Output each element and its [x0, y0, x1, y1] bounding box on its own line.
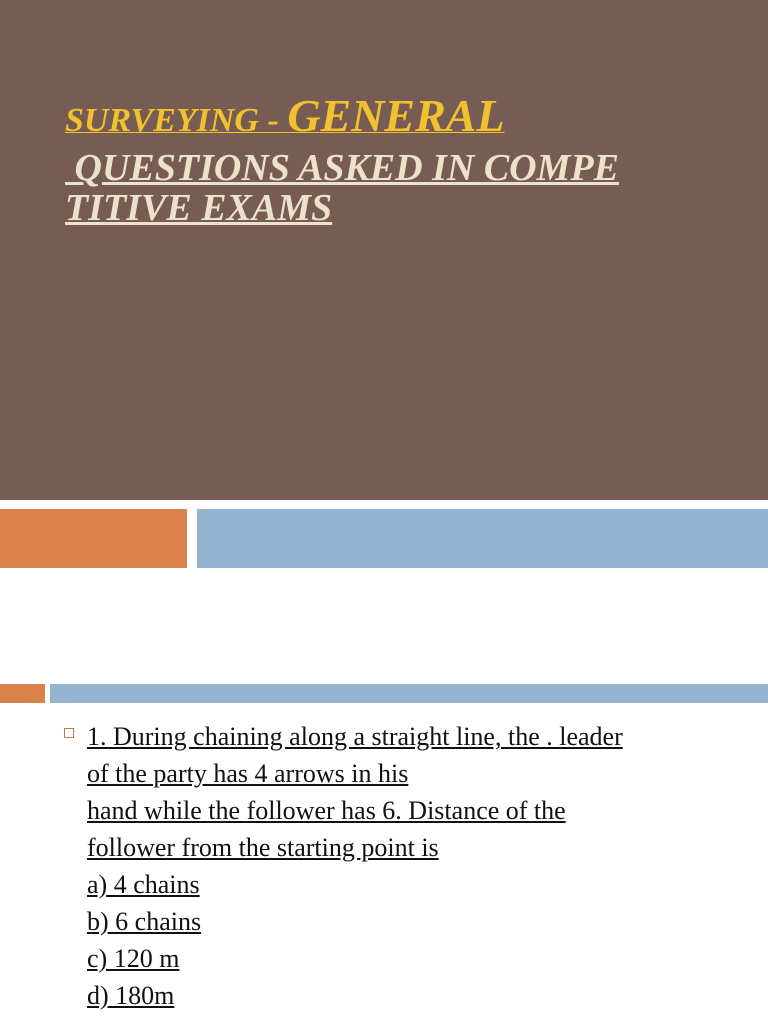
- subtitle-line-1: QUESTIONS ASKED IN COMPE: [65, 147, 619, 190]
- question-line: follower from the starting point is: [87, 833, 439, 862]
- title-slide-panel: [0, 0, 768, 500]
- question-block: [60, 718, 740, 1014]
- title-part-surveying: SURVEYING -: [65, 102, 288, 139]
- option-c: c) 120 m: [87, 944, 180, 973]
- option-a: a) 4 chains: [87, 870, 200, 899]
- square-bullet-icon: [64, 728, 74, 738]
- orange-accent-band: [0, 509, 187, 568]
- question-line: of the party has 4 arrows in his: [87, 759, 409, 788]
- title-heading: [65, 92, 745, 140]
- blue-header-strip: [50, 684, 768, 703]
- question-text: [87, 718, 740, 1014]
- option-b: b) 6 chains: [87, 907, 202, 936]
- question-line: hand while the follower has 6. Distance of the: [87, 796, 566, 825]
- subtitle-line-2: TITIVE EXAMS: [65, 187, 333, 230]
- orange-header-strip: [0, 684, 45, 703]
- option-d: d) 180m: [87, 981, 175, 1010]
- title-part-general: GENERAL: [287, 90, 505, 141]
- title-block: [65, 92, 745, 228]
- blue-accent-band: [197, 509, 768, 568]
- question-line: 1. During chaining along a straight line, the . leader: [87, 722, 623, 751]
- subtitle: [65, 148, 745, 228]
